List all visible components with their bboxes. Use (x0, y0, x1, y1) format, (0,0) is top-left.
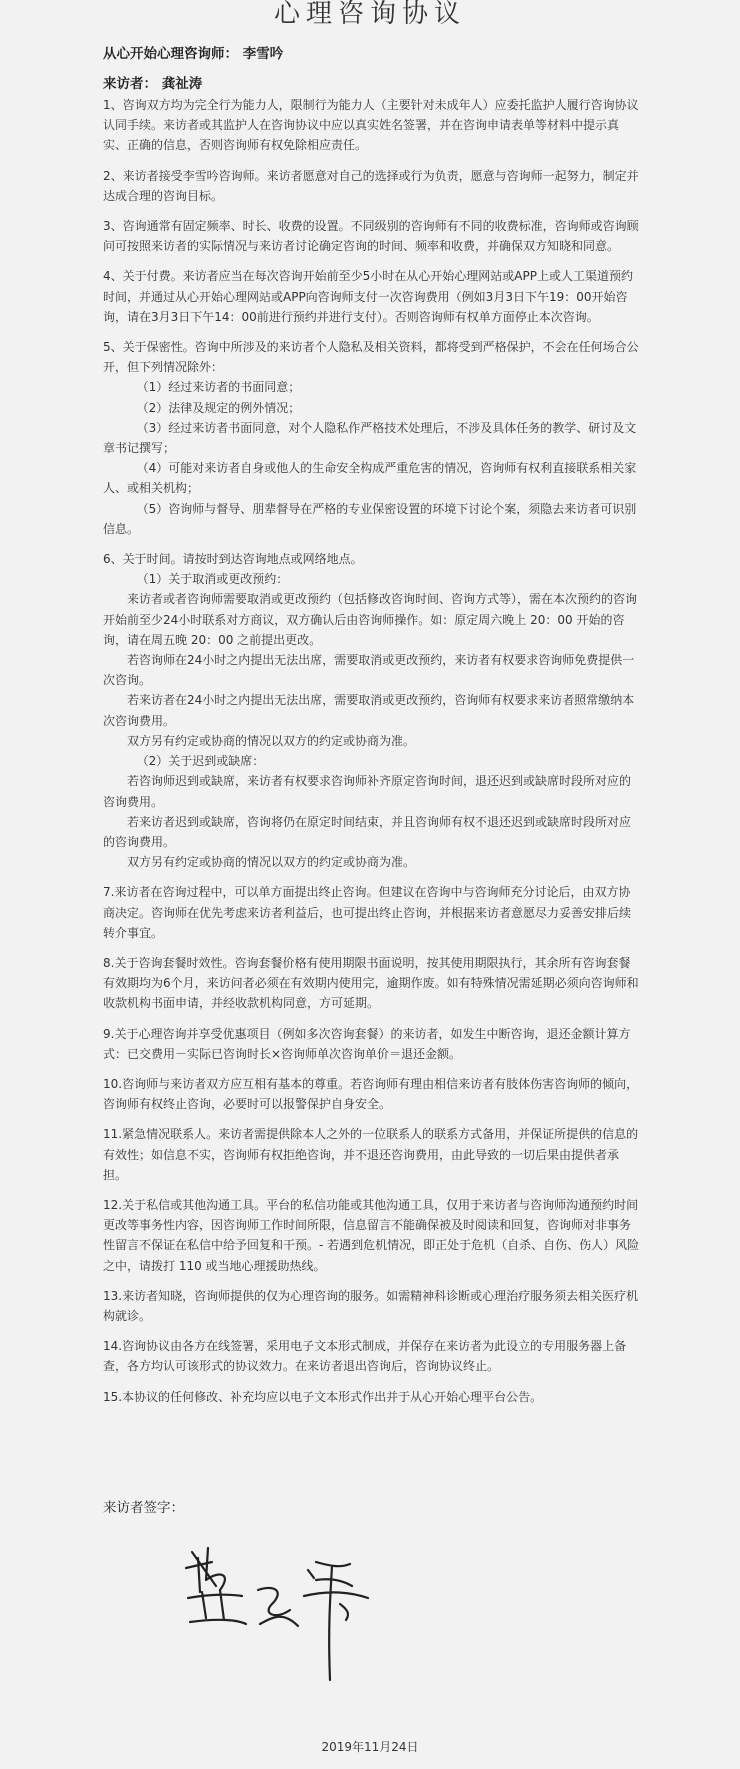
clause-5-item: （1）经过来访者的书面同意； (136, 380, 301, 395)
clause-6-intro: 6、关于时间。请按时到达咨询地点或网络地点。 (103, 552, 363, 567)
clause-5 (103, 337, 641, 539)
clause-3: 3、咨询通常有固定频率、时长、收费的设置。不同级别的咨询师有不同的收费标准，咨询师或咨询顾问可按照来访者的实际情况与来访者讨论确定咨询的时间、频率和收费，并确保双方知晓和同意。 (103, 219, 639, 254)
clause-1: 1、咨询双方均为完全行为能力人，限制行为能力人（主要针对未成年人）应委托监护人履行咨询协议认同手续。来访者或其监护人在咨询协议中应以真实姓名签署，并在咨询申请表单等材料中提示真实、正确的信息，否则咨询师有权免除相应责任。 (103, 98, 639, 153)
clause-6-line: 双方另有约定或协商的情况以双方的约定或协商为准。 (127, 733, 416, 748)
signature-label: 来访者签字： (103, 1500, 184, 1516)
clause-5-item: （3）经过来访者书面同意，对个人隐私作严格技术处理后，不涉及具体任务的教学、研讨及文章书记撰写； (103, 420, 637, 456)
document-title: 心理咨询协议 (273, 0, 466, 29)
clause-12: 12.关于私信或其他沟通工具。平台的私信功能或其他沟通工具，仅用于来访者与咨询师沟通预约时间更改等事务性内容，因咨询师工作时间所限，信息留言不能确保被及时阅读和回复，咨询师对非事务性留言不保证在私信中给予回复和干预。- 若遇到危机情况，即正处于危机（自杀、自伤、伤人）风险之中，请拨打 110 或当地心理援助热线。 (103, 1197, 640, 1273)
clause-11: 11.紧急情况联系人。来访者需提供除本人之外的一位联系人的联系方式备用，并保证所提供的信息的有效性；如信息不实，咨询师有权拒绝咨询，并不退还咨询费用，由此导致的一切后果由提供者承担。 (103, 1127, 639, 1182)
clause-6-line: 双方另有约定或协商的情况以双方的约定或协商为准。 (127, 855, 416, 870)
signing-date: 2019年11月24日 (321, 1740, 419, 1754)
agreement-body (103, 95, 641, 1417)
clause-9: 9.关于心理咨询并享受优惠项目（例如多次咨询套餐）的来访者，如发生中断咨询，退还金额计算方式：已交费用－实际已咨询时长×咨询师单次咨询单价＝退还金额。 (103, 1026, 631, 1061)
clause-6-line: 来访者或者咨询师需要取消或更改预约（包括修改咨询时间、咨询方式等），需在本次预约的咨询开始前至少24小时联系对方商议，双方确认后由咨询师操作。如：原定周六晚上 20：00 开始的咨询，请在周五晚 20：00 之前提出更改。 (103, 592, 638, 647)
clause-6 (103, 549, 641, 872)
clause-6-line: 若咨询师迟到或缺席，来访者有权要求咨询师补齐原定咨询时间，退还迟到或缺席时段所对应的咨询费用。 (103, 774, 632, 809)
clause-14: 14.咨询协议由各方在线签署，采用电子文本形式制成，并保存在来访者为此设立的专用服务器上备查，各方均认可该形式的协议效力。在来访者退出咨询后，咨询协议终止。 (103, 1339, 627, 1374)
clause-6-line: 若来访者在24小时之内提出无法出席，需要取消或更改预约，咨询师有权要求来访者照常缴纳本次咨询费用。 (103, 693, 635, 728)
clause-7: 7.来访者在咨询过程中，可以单方面提出终止咨询。但建议在咨询中与咨询师充分讨论后，由双方协商决定。咨询师在优先考虑来访者利益后，也可提出终止咨询，并根据来访者意愿尽力妥善安排后续转介事宜。 (103, 885, 632, 940)
clause-8: 8.关于咨询套餐时效性。咨询套餐价格有使用期限书面说明，按其使用期限执行，其余所有咨询套餐有效期均为6个月，来访问者必须在有效期内使用完，逾期作废。如有特殊情况需延期必须向咨询师和收款机构书面申请，并经收款机构同意，方可延期。 (103, 955, 639, 1011)
visitor-line: 来访者： 龚祉涛 (103, 76, 203, 92)
clause-6-line: 若咨询师在24小时之内提出无法出席，需要取消或更改预约，来访者有权要求咨询师免费提供一次咨询。 (103, 653, 635, 688)
clause-13: 13.来访者知晓，咨询师提供的仅为心理咨询的服务。如需精神科诊断或心理治疗服务须去相关医疗机构就诊。 (103, 1288, 639, 1323)
clause-10: 10.咨询师与来访者双方应互相有基本的尊重。若咨询师有理由相信来访者有肢体伤害咨询师的倾向，咨询师有权终止咨询，必要时可以报警保护自身安全。 (103, 1076, 639, 1112)
clause-2: 2、来访者接受李雪吟咨询师。来访者愿意对自己的选择或行为负责，愿意与咨询师一起努力，制定并达成合理的咨询目标。 (103, 168, 639, 203)
clause-5-intro: 5、关于保密性。咨询中所涉及的来访者个人隐私及相关资料，都将受到严格保护，不会在任何场合公开，但下列情况除外： (103, 340, 639, 375)
counselor-line: 从心开始心理咨询师： 李雪吟 (103, 46, 284, 62)
clause-5-item: （2）法律及规定的例外情况； (136, 400, 301, 415)
clause-15: 15.本协议的任何修改、补充均应以电子文本形式作出并于从心开始心理平台公告。 (103, 1389, 543, 1404)
clause-5-item: （4）可能对来访者自身或他人的生命安全构成严重危害的情况，咨询师有权利直接联系相关家人、或相关机构； (103, 461, 637, 496)
clause-6-subheading: （2）关于迟到或缺席： (136, 754, 265, 769)
clause-4: 4、关于付费。来访者应当在每次咨询开始前至少5小时在从心开始心理网站或APP上或人工渠道预约时间，并通过从心开始心理网站或APP向咨询师支付一次咨询费用（例如3月3日下午19：00开始咨询，请在3月3日下午14：00前进行预约并进行支付）。否则咨询师有权单方面停止本次咨询。 (103, 269, 633, 324)
clause-6-subheading: （1）关于取消或更改预约： (136, 572, 289, 587)
handwritten-signature (180, 1540, 390, 1690)
clause-6-line: 若来访者迟到或缺席，咨询将仍在原定时间结束，并且咨询师有权不退还迟到或缺席时段所对应的咨询费用。 (103, 814, 632, 849)
clause-5-item: （5）咨询师与督导、朋辈督导在严格的专业保密设置的环境下讨论个案，须隐去来访者可识别信息。 (103, 501, 637, 536)
